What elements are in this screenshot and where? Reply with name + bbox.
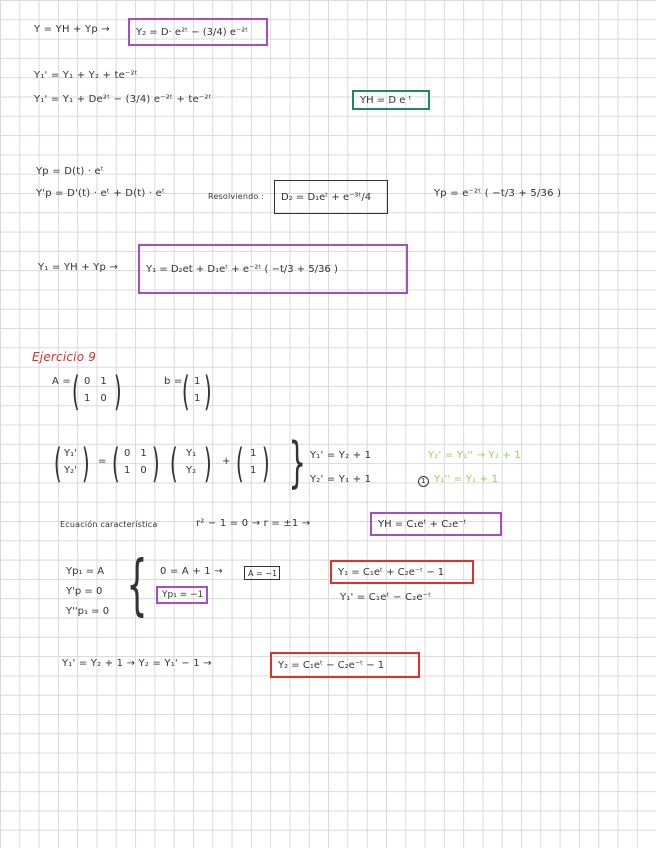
system-vector	[186, 448, 196, 476]
system-b-cell: 1	[250, 465, 257, 476]
vector-b-cell: 1	[194, 393, 201, 404]
line-y-eq: Y = YH + Yp →	[34, 24, 110, 35]
system-vector-cell: Y₁	[186, 448, 197, 459]
lhs-cell: Y₁'	[64, 448, 77, 459]
matrix-a	[84, 376, 107, 404]
vector-lhs	[64, 448, 77, 476]
system-matrix-cell: 1	[124, 465, 131, 476]
label-char-eq: Ecuación característica	[60, 520, 158, 529]
paren-vec-left: (	[169, 441, 178, 487]
system-matrix-cell: 0	[140, 465, 147, 476]
paren-mat-left: (	[111, 441, 120, 487]
box-d2: D₂ = D₁eᵗ + e⁻³ᵗ/4	[274, 180, 388, 214]
system-eq1: Y₁' = Y₂ + 1	[310, 450, 372, 461]
box-yh-solution: YH = C₁eᵗ + C₂e⁻ᵗ	[370, 512, 502, 536]
line-yp-result: Yp = e⁻²ᵗ ( −t/3 + 5/36 )	[434, 188, 562, 199]
paren-mat-right: )	[151, 441, 160, 487]
matrix-a-cell: 0	[100, 393, 107, 404]
brace-yp: {	[126, 546, 148, 623]
vector-b-cell: 1	[194, 376, 201, 387]
yp-line: Yp₁ = A	[66, 566, 105, 577]
line-y2-derive: Y₁' = Y₂ + 1 → Y₂ = Y₁' − 1 →	[62, 658, 212, 669]
char-eq: r² − 1 = 0 → r = ±1 →	[196, 518, 311, 529]
line-y1-prime-b: Y₁' = Y₁ + De²ᵗ − (3/4) e⁻²ᵗ + te⁻²ᵗ	[34, 94, 212, 105]
paren-a-right: )	[113, 369, 122, 415]
y1-derivative: Y₁' = C₁eᵗ − C₂e⁻ᵗ	[340, 592, 432, 603]
paren-lhs-left: (	[53, 441, 62, 487]
exercise-title: Ejercicio 9	[32, 350, 97, 364]
system-matrix-cell: 0	[124, 448, 131, 459]
matrix-a-cell: 1	[100, 376, 107, 387]
plus-sign: +	[222, 456, 231, 467]
yp-line: Y''p₁ = 0	[66, 606, 110, 617]
label-vector-b: b =	[164, 376, 183, 387]
box-y2-final: Y₂ = C₁eᵗ − C₂e⁻ᵗ − 1	[270, 652, 420, 678]
system-b-cell: 1	[250, 448, 257, 459]
box-y1-solution: Y₁ = D₂et + D₁eᵗ + e⁻²ᵗ ( −t/3 + 5/36 )	[138, 244, 408, 294]
vector-b	[194, 376, 200, 404]
system-matrix-cell: 1	[140, 448, 147, 459]
label-resolviendo: Resolviendo :	[208, 192, 265, 201]
box-yh: YH = D e ᵗ	[352, 90, 430, 110]
paren-vec-right: )	[203, 441, 212, 487]
line-y1-sum: Y₁ = YH + Yp →	[38, 262, 119, 273]
box-y1-final: Y₁ = C₁eᵗ + C₂e⁻ᵗ − 1	[330, 560, 474, 584]
paren-bvec-right: )	[261, 441, 270, 487]
paren-lhs-right: )	[81, 441, 90, 487]
yp-list	[66, 566, 109, 617]
paren-bvec-left: (	[235, 441, 244, 487]
solve-a: 0 = A + 1 →	[160, 566, 223, 577]
box-yp1: Yp₁ = −1	[156, 586, 208, 604]
system-matrix	[124, 448, 147, 476]
paren-b-right: )	[203, 369, 212, 415]
box-a-value: A = −1	[244, 566, 280, 580]
brace-right: }	[288, 431, 306, 494]
system-b	[250, 448, 256, 476]
circle-number: 1	[418, 476, 429, 487]
line-yp: Yp = D(t) · eᵗ	[36, 166, 105, 177]
box-y2-solution: Y₂ = D· e²ᵗ − (3/4) e⁻²ᵗ	[128, 18, 268, 46]
note-green-2: Y₁'' = Y₁ + 1	[434, 474, 499, 485]
line-y1-prime-a: Y₁' = Y₁ + Y₂ + te⁻²ᵗ	[34, 70, 138, 81]
matrix-a-cell: 0	[84, 376, 91, 387]
matrix-a-cell: 1	[84, 393, 91, 404]
label-matrix-a: A =	[52, 376, 71, 387]
line-yp-prime: Y'p = D'(t) · eᵗ + D(t) · eᵗ	[36, 188, 166, 199]
note-green-1: Y₂' = Y₁'' → Y₂ + 1	[428, 450, 521, 461]
yp-line: Y'p = 0	[66, 586, 103, 597]
system-vector-cell: Y₂	[186, 465, 197, 476]
paren-a-left: (	[71, 369, 80, 415]
lhs-cell: Y₂'	[64, 465, 77, 476]
paren-b-left: (	[181, 369, 190, 415]
equals-sign: =	[98, 456, 107, 467]
system-eq2: Y₂' = Y₁ + 1	[310, 474, 372, 485]
